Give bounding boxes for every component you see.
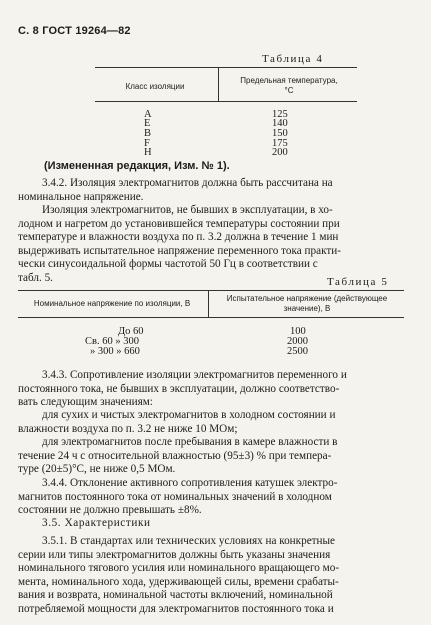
text-line: состоянии не должно превышать ±8%. xyxy=(18,504,202,516)
text-line: вать следующим значениям: xyxy=(18,396,153,408)
text-line: чески синусоидальной формы частотой 50 Гц в соответствии с xyxy=(18,258,318,270)
table4-cell-class: А xyxy=(144,109,152,120)
table4-cell-temp: 140 xyxy=(272,118,288,129)
table4-cell-temp: 150 xyxy=(272,128,288,139)
text-line: для сухих и чистых электромагнитов в холодном состоянии и xyxy=(42,409,336,421)
section-3-5-heading xyxy=(18,517,398,531)
table4-col-temp-header-line2: °С xyxy=(284,86,294,95)
table4-top-rule xyxy=(95,67,357,68)
text-line: потребляемой мощности для электромагнитов постоянного тока и xyxy=(18,602,334,615)
table4-col-divider xyxy=(218,67,219,101)
table4-header-rule xyxy=(95,101,357,102)
text-line: 3.5. Характеристики xyxy=(42,517,151,529)
text-line: влажности воздуха по п. 3.2 не ниже 10 МОм; xyxy=(18,422,238,435)
clause-3-4-4 xyxy=(18,477,398,518)
text-line: серии или типы электромагнитов должны быть указаны значения xyxy=(18,548,331,561)
text-line: табл. 5. xyxy=(18,271,53,284)
table4-caption: Таблица 4 xyxy=(262,53,324,65)
clause-3-4-2 xyxy=(18,177,398,204)
text-line: туре (20±5)°С, не ниже 0,5 МОм. xyxy=(18,463,176,475)
table5-col-divider xyxy=(208,290,209,317)
insulation-test-paragraph xyxy=(18,204,398,285)
clause-3-5-1 xyxy=(18,535,398,616)
text-line: 3.4.4. Отклонение активного сопротивления катушек электро- xyxy=(42,477,338,489)
text-line: лодном и нагретом до установившейся температуры состоянии при xyxy=(18,217,340,230)
text-line: мента, номинального хода, удерживающей силы, времени срабаты- xyxy=(18,575,339,588)
text-line: номинального тягового усилия или номинального вращающего мо- xyxy=(18,562,340,574)
table5-caption: Таблица 5 xyxy=(327,276,389,288)
clause-3-4-3 xyxy=(18,369,398,410)
humid-magnets-paragraph xyxy=(18,436,398,477)
table5-header-rule xyxy=(18,317,404,318)
table5-col-test-header-line1: Испытательное напряжение (действующее xyxy=(226,294,388,303)
table5-top-rule xyxy=(18,290,404,291)
text-line: 3.4.3. Сопротивление изоляции электромагнитов переменного и xyxy=(42,369,347,381)
text-line: 3.4.2. Изоляция электромагнитов должна быть рассчитана на xyxy=(42,177,333,189)
table4-cell-temp: 175 xyxy=(272,138,288,149)
amendment-note: (Измененная редакция, Изм. № 1). xyxy=(44,160,230,172)
table4-cell-class: В xyxy=(144,128,152,139)
table5-cell-range: Св. 60 » 300 xyxy=(85,336,139,347)
text-line: 3.5.1. В стандартах или технических условиях на конкретные xyxy=(42,535,336,547)
text-line: постоянного тока, не бывших в эксплуатации, должно соответство- xyxy=(18,382,340,395)
table4-col-class-header: Класс изоляции xyxy=(125,82,185,91)
table4-col-temp-header-line1: Предельная температура, xyxy=(240,76,338,85)
dry-magnets-paragraph xyxy=(18,409,398,436)
table5-cell-test: 2000 xyxy=(287,336,308,347)
table4-cell-class: Е xyxy=(144,118,151,129)
text-line: выдерживать испытательное напряжение переменного тока практи- xyxy=(18,244,341,257)
table5-cell-test: 2500 xyxy=(287,346,308,357)
table5-cell-range: » 300 » 660 xyxy=(90,346,140,357)
text-line: магнитов постоянного тока от номинальных значений в холодном xyxy=(18,490,332,503)
text-line: течение 24 ч с относительной влажностью (95±3) % при темпера- xyxy=(18,449,332,462)
page-header: С. 8 ГОСТ 19264—82 xyxy=(18,25,131,37)
text-line: вания и возврата, номинальной частоты включений, номинальной xyxy=(18,589,333,601)
table4-cell-class: Н xyxy=(144,147,152,158)
table5-col-nominal-header: Номинальное напряжение по изоляции, В xyxy=(33,299,191,308)
table5-cell-test: 100 xyxy=(290,326,306,337)
text-line: номинальное напряжение. xyxy=(18,190,144,203)
table5-cell-range: До 60 xyxy=(118,326,144,337)
table4-cell-temp: 125 xyxy=(272,109,288,120)
text-line: Изоляция электромагнитов, не бывших в эксплуатации, в хо- xyxy=(42,204,333,216)
text-line: температуре и влажности воздуха по п. 3.2 должна в течение 1 мин xyxy=(18,231,339,243)
table5-col-test-header-line2: значение), В xyxy=(283,304,331,313)
table4-cell-temp: 200 xyxy=(272,147,288,158)
table4-cell-class: F xyxy=(144,138,150,149)
text-line: для электромагнитов после пребывания в камере влажности в xyxy=(42,436,338,448)
